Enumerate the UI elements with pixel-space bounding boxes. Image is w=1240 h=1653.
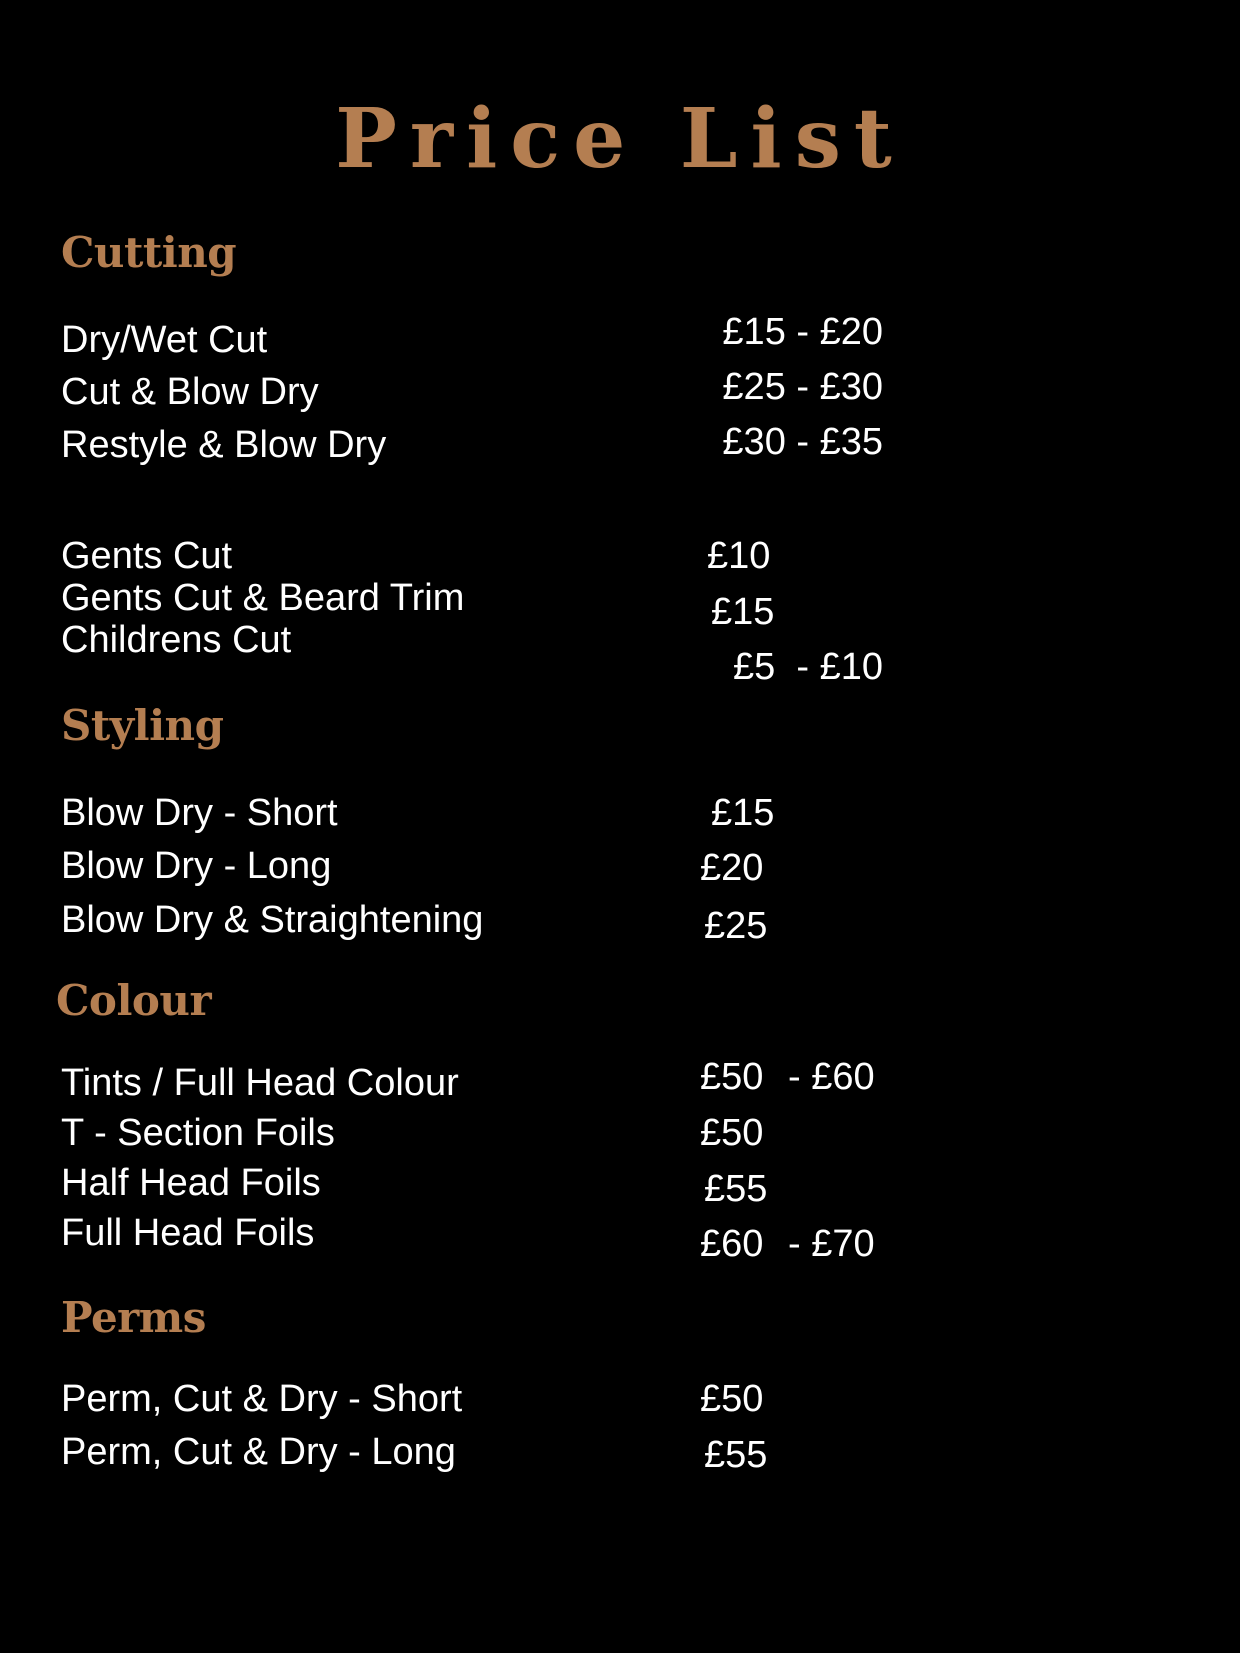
service-name: Perm, Cut & Dry - Short: [61, 1378, 463, 1420]
service-name: Perm, Cut & Dry - Long: [61, 1431, 456, 1473]
service-price: £20: [700, 847, 764, 889]
service-price: £5 - £10: [733, 646, 883, 688]
service-price-from: £50: [700, 1056, 764, 1098]
service-name: T - Section Foils: [61, 1112, 335, 1154]
service-price: £15: [711, 792, 775, 834]
service-price: £55: [704, 1168, 768, 1210]
section-heading-cutting: Cutting: [61, 228, 237, 277]
service-price: £55: [704, 1434, 768, 1476]
service-name: Gents Cut & Beard Trim: [61, 577, 465, 619]
service-price: £25 - £30: [722, 366, 883, 408]
service-name: Blow Dry - Short: [61, 792, 338, 834]
service-price: £10: [707, 535, 771, 577]
page-title: Price List: [335, 91, 905, 187]
service-name: Restyle & Blow Dry: [61, 424, 387, 466]
service-price: £50: [700, 1378, 764, 1420]
service-price-to: - £70: [788, 1223, 875, 1265]
service-name: Childrens Cut: [61, 619, 292, 661]
service-price: £30 - £35: [722, 421, 883, 463]
service-price: £15 - £20: [722, 311, 883, 353]
service-price: £15: [711, 591, 775, 633]
service-name: Half Head Foils: [61, 1162, 321, 1204]
section-heading-styling: Styling: [61, 701, 224, 750]
service-price-to: - £60: [788, 1056, 875, 1098]
service-name: Dry/Wet Cut: [61, 319, 268, 361]
service-price: £25: [704, 905, 768, 947]
service-name: Blow Dry & Straightening: [61, 899, 484, 941]
service-name: Tints / Full Head Colour: [61, 1062, 459, 1104]
service-price: £50: [700, 1112, 764, 1154]
service-name: Gents Cut: [61, 535, 233, 577]
service-name: Blow Dry - Long: [61, 845, 332, 887]
section-heading-colour: Colour: [56, 976, 212, 1025]
service-price-from: £60: [700, 1223, 764, 1265]
service-name: Cut & Blow Dry: [61, 371, 319, 413]
service-name: Full Head Foils: [61, 1212, 315, 1254]
section-heading-perms: Perms: [61, 1293, 206, 1342]
